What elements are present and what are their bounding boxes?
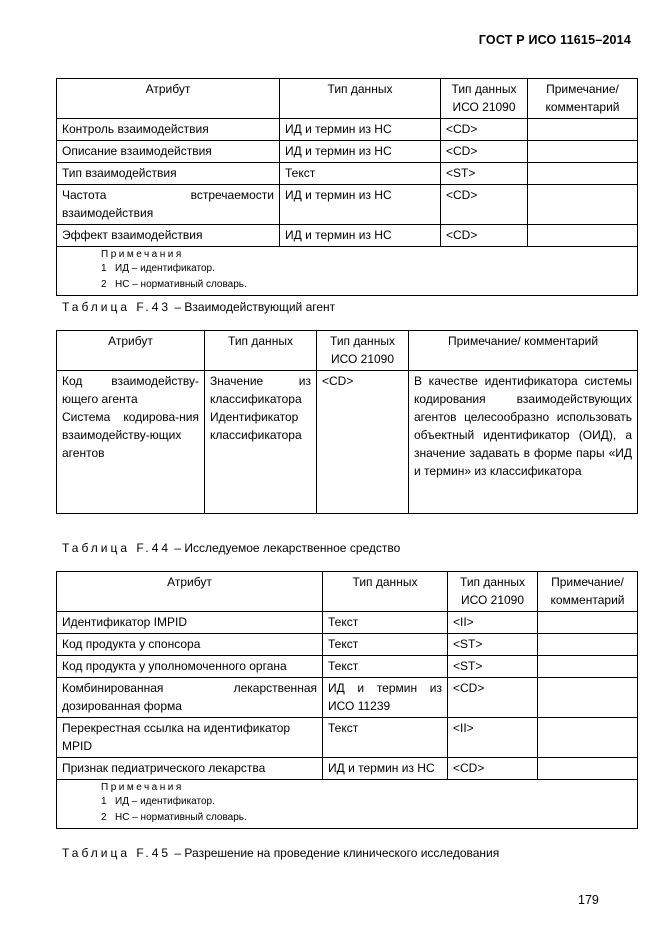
table-row (57, 185, 638, 225)
table-interaction (56, 78, 638, 296)
table-caption-f45 (62, 846, 499, 860)
iso-type-cell: <ST> (448, 634, 538, 656)
caption-prefix: Таблица F.43 (62, 300, 172, 314)
datatype-cell: ИД и термин из ИСО 11239 (323, 678, 448, 718)
caption-text: – Разрешение на проведение клинического исследования (171, 846, 500, 860)
document-header: ГОСТ Р ИСО 11615–2014 (478, 33, 631, 47)
column-header: Атрибут (57, 572, 323, 612)
notes-cell (57, 247, 638, 296)
datatype-cell: ИД и термин из НС (280, 225, 441, 247)
column-header: Примечание/ комментарий (528, 79, 638, 119)
attribute-cell: Тип взаимодействия (57, 163, 280, 185)
comment-cell (528, 225, 638, 247)
comment-cell: В качестве идентификатора системы кодирования взаимодействующих агентов целесообразно использовать объектный идентификатор (ОИД), а значение задавать в форме пары «ИД и термин» из классификатора (409, 371, 638, 514)
datatype-value: Значение из классификатора (210, 374, 311, 406)
datatype-cell: Текст (280, 163, 441, 185)
table-caption-f43 (62, 300, 335, 314)
attribute-cell: Эффект взаимодействия (57, 225, 280, 247)
comment-cell (538, 656, 638, 678)
column-header: Тип данных ИСО 21090 (441, 79, 528, 119)
note-text: ИД – идентификатор. (115, 796, 215, 807)
note-item (101, 277, 632, 293)
comment-cell (538, 758, 638, 780)
table-row (57, 163, 638, 185)
table-row (57, 612, 638, 634)
table-row (57, 141, 638, 163)
datatype-cell (205, 371, 317, 514)
table-row (57, 371, 638, 514)
attribute-cell: Частота встречаемости взаимодействия (57, 185, 280, 225)
datatype-cell: Текст (323, 656, 448, 678)
iso-type-cell: <CD> (441, 119, 528, 141)
table-row (57, 119, 638, 141)
iso-type-cell: <ST> (441, 163, 528, 185)
iso-type-cell: <CD> (441, 225, 528, 247)
note-number: 1 (101, 796, 107, 807)
attribute-cell (57, 371, 205, 514)
column-header: Атрибут (57, 331, 205, 371)
iso-type-cell: <CD> (441, 141, 528, 163)
page-number: 179 (578, 893, 599, 907)
comment-cell (538, 678, 638, 718)
table-row (57, 656, 638, 678)
notes-row (57, 780, 638, 829)
datatype-cell: ИД и термин из НС (323, 758, 448, 780)
iso-type-cell: <II> (448, 718, 538, 758)
attribute-cell: Признак педиатрического лекарства (57, 758, 323, 780)
caption-prefix: Таблица F.45 (62, 846, 172, 860)
comment-cell (528, 185, 638, 225)
note-item (101, 794, 632, 810)
notes-cell (57, 780, 638, 829)
column-header: Тип данных (205, 331, 317, 371)
datatype-identifier: Идентификатор классификатора (210, 410, 302, 442)
note-text: НС – нормативный словарь. (115, 279, 247, 290)
column-header: Тип данных (323, 572, 448, 612)
caption-text: – Взаимодействующий агент (171, 300, 336, 314)
datatype-cell: Текст (323, 718, 448, 758)
comment-cell (528, 141, 638, 163)
table-f44 (56, 571, 638, 829)
comment-cell (538, 634, 638, 656)
attribute-cell: Код продукта у уполномоченного органа (57, 656, 323, 678)
table-f43 (56, 330, 638, 514)
note-number: 2 (101, 812, 107, 823)
iso-type-cell: <II> (448, 612, 538, 634)
table-row (57, 634, 638, 656)
comment-cell (538, 612, 638, 634)
notes-row (57, 247, 638, 296)
column-header: Примечание/ комментарий (409, 331, 638, 371)
table-row (57, 758, 638, 780)
attribute-cell: Перекрестная ссылка на идентификатор MPID (57, 718, 323, 758)
caption-text: – Исследуемое лекарственное средство (171, 541, 401, 555)
note-number: 2 (101, 279, 107, 290)
datatype-cell: ИД и термин из НС (280, 141, 441, 163)
caption-prefix: Таблица F.44 (62, 541, 172, 555)
attribute-cell: Идентификатор IMPID (57, 612, 323, 634)
iso-type-cell: <CD> (317, 371, 409, 514)
note-number: 1 (101, 263, 107, 274)
datatype-cell: Текст (323, 612, 448, 634)
attribute-cell: Описание взаимодействия (57, 141, 280, 163)
comment-cell (528, 163, 638, 185)
table-caption-f44 (62, 541, 400, 555)
attribute-system: Система кодирова-ния взаимодейству-ющих агентов (62, 410, 199, 460)
column-header: Тип данных ИСО 21090 (317, 331, 409, 371)
column-header: Тип данных (280, 79, 441, 119)
column-header: Примечание/ комментарий (538, 572, 638, 612)
datatype-cell: ИД и термин из НС (280, 119, 441, 141)
iso-type-cell: <CD> (448, 758, 538, 780)
attribute-code: Код взаимодейству-ющего агента (62, 374, 199, 406)
comment-cell (528, 119, 638, 141)
table-row (57, 225, 638, 247)
iso-type-cell: <CD> (441, 185, 528, 225)
notes-title: Примечания (101, 782, 184, 793)
comment-cell (538, 718, 638, 758)
column-header: Тип данных ИСО 21090 (448, 572, 538, 612)
note-item (101, 810, 632, 826)
iso-type-cell: <CD> (448, 678, 538, 718)
attribute-cell: Контроль взаимодействия (57, 119, 280, 141)
iso-type-cell: <ST> (448, 656, 538, 678)
table-row (57, 678, 638, 718)
column-header: Атрибут (57, 79, 280, 119)
attribute-cell: Код продукта у спонсора (57, 634, 323, 656)
note-item (101, 261, 632, 277)
note-text: НС – нормативный словарь. (115, 812, 247, 823)
note-text: ИД – идентификатор. (115, 263, 215, 274)
table-row (57, 718, 638, 758)
datatype-cell: ИД и термин из НС (280, 185, 441, 225)
notes-title: Примечания (101, 249, 184, 260)
datatype-cell: Текст (323, 634, 448, 656)
attribute-cell: Комбинированная лекарственная дозированная форма (57, 678, 323, 718)
